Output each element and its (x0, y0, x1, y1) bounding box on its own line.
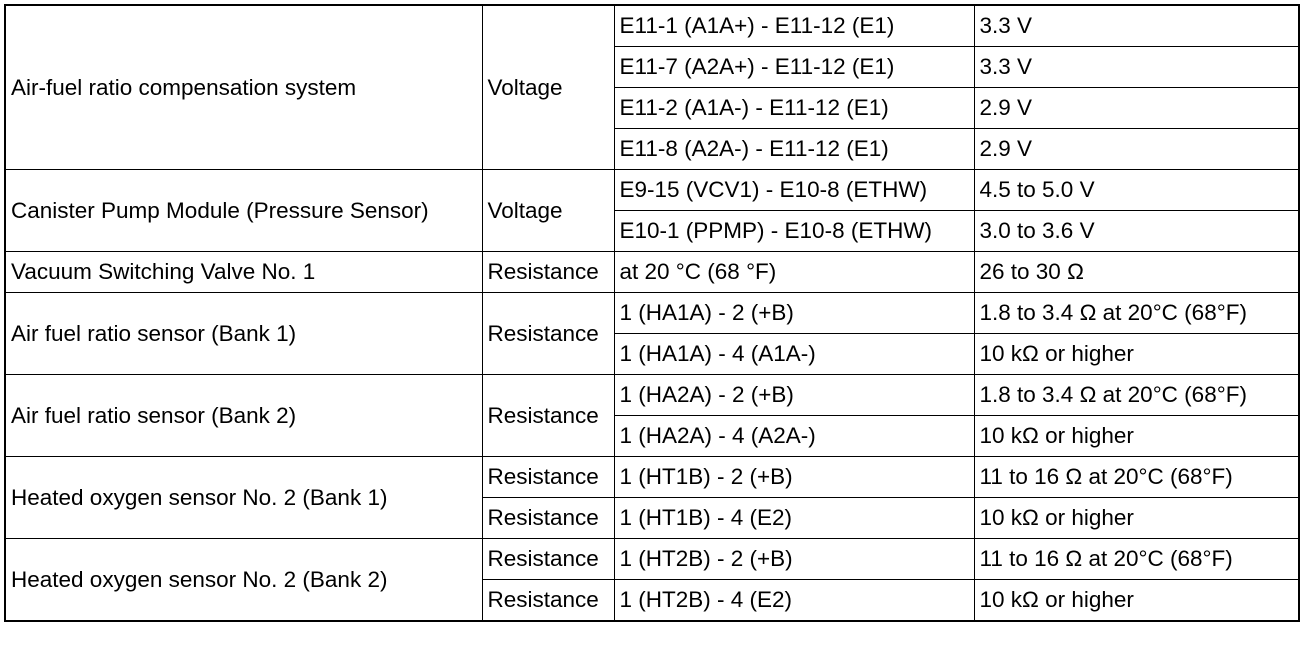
condition-cell: Resistance (482, 457, 614, 498)
spec-cell: 3.3 V (974, 5, 1299, 47)
terminal-cell: 1 (HT2B) - 4 (E2) (614, 580, 974, 622)
item-cell: Canister Pump Module (Pressure Sensor) (5, 170, 482, 252)
item-cell: Air fuel ratio sensor (Bank 2) (5, 375, 482, 457)
table-row (5, 457, 1299, 498)
condition-cell: Resistance (482, 375, 614, 457)
item-cell: Vacuum Switching Valve No. 1 (5, 252, 482, 293)
terminal-cell: 1 (HA2A) - 2 (+B) (614, 375, 974, 416)
spec-cell: 10 kΩ or higher (974, 498, 1299, 539)
item-cell: Air fuel ratio sensor (Bank 1) (5, 293, 482, 375)
condition-cell: Resistance (482, 498, 614, 539)
spec-cell: 4.5 to 5.0 V (974, 170, 1299, 211)
condition-cell: Resistance (482, 539, 614, 580)
terminal-cell: 1 (HA1A) - 2 (+B) (614, 293, 974, 334)
specification-table (4, 4, 1300, 622)
terminal-cell: E10-1 (PPMP) - E10-8 (ETHW) (614, 211, 974, 252)
terminal-cell: 1 (HT1B) - 2 (+B) (614, 457, 974, 498)
spec-cell: 2.9 V (974, 129, 1299, 170)
condition-cell: Voltage (482, 170, 614, 252)
item-cell: Heated oxygen sensor No. 2 (Bank 1) (5, 457, 482, 539)
table-row (5, 293, 1299, 334)
spec-cell: 11 to 16 Ω at 20°C (68°F) (974, 457, 1299, 498)
spec-cell: 3.0 to 3.6 V (974, 211, 1299, 252)
spec-cell: 10 kΩ or higher (974, 416, 1299, 457)
table-row (5, 375, 1299, 416)
terminal-cell: E11-1 (A1A+) - E11-12 (E1) (614, 5, 974, 47)
item-cell: Heated oxygen sensor No. 2 (Bank 2) (5, 539, 482, 622)
terminal-cell: 1 (HA1A) - 4 (A1A-) (614, 334, 974, 375)
table-row (5, 539, 1299, 580)
table-row (5, 252, 1299, 293)
terminal-cell: 1 (HT1B) - 4 (E2) (614, 498, 974, 539)
terminal-cell: at 20 °C (68 °F) (614, 252, 974, 293)
item-cell: Air-fuel ratio compensation system (5, 5, 482, 170)
spec-cell: 26 to 30 Ω (974, 252, 1299, 293)
spec-cell: 10 kΩ or higher (974, 334, 1299, 375)
spec-cell: 1.8 to 3.4 Ω at 20°C (68°F) (974, 375, 1299, 416)
terminal-cell: 1 (HA2A) - 4 (A2A-) (614, 416, 974, 457)
condition-cell: Resistance (482, 252, 614, 293)
condition-cell: Voltage (482, 5, 614, 170)
terminal-cell: E11-7 (A2A+) - E11-12 (E1) (614, 47, 974, 88)
table-row (5, 5, 1299, 47)
table-row (5, 170, 1299, 211)
spec-cell: 10 kΩ or higher (974, 580, 1299, 622)
spec-cell: 3.3 V (974, 47, 1299, 88)
terminal-cell: E11-2 (A1A-) - E11-12 (E1) (614, 88, 974, 129)
spec-cell: 2.9 V (974, 88, 1299, 129)
terminal-cell: E11-8 (A2A-) - E11-12 (E1) (614, 129, 974, 170)
spec-cell: 11 to 16 Ω at 20°C (68°F) (974, 539, 1299, 580)
terminal-cell: E9-15 (VCV1) - E10-8 (ETHW) (614, 170, 974, 211)
terminal-cell: 1 (HT2B) - 2 (+B) (614, 539, 974, 580)
condition-cell: Resistance (482, 580, 614, 622)
spec-cell: 1.8 to 3.4 Ω at 20°C (68°F) (974, 293, 1299, 334)
condition-cell: Resistance (482, 293, 614, 375)
